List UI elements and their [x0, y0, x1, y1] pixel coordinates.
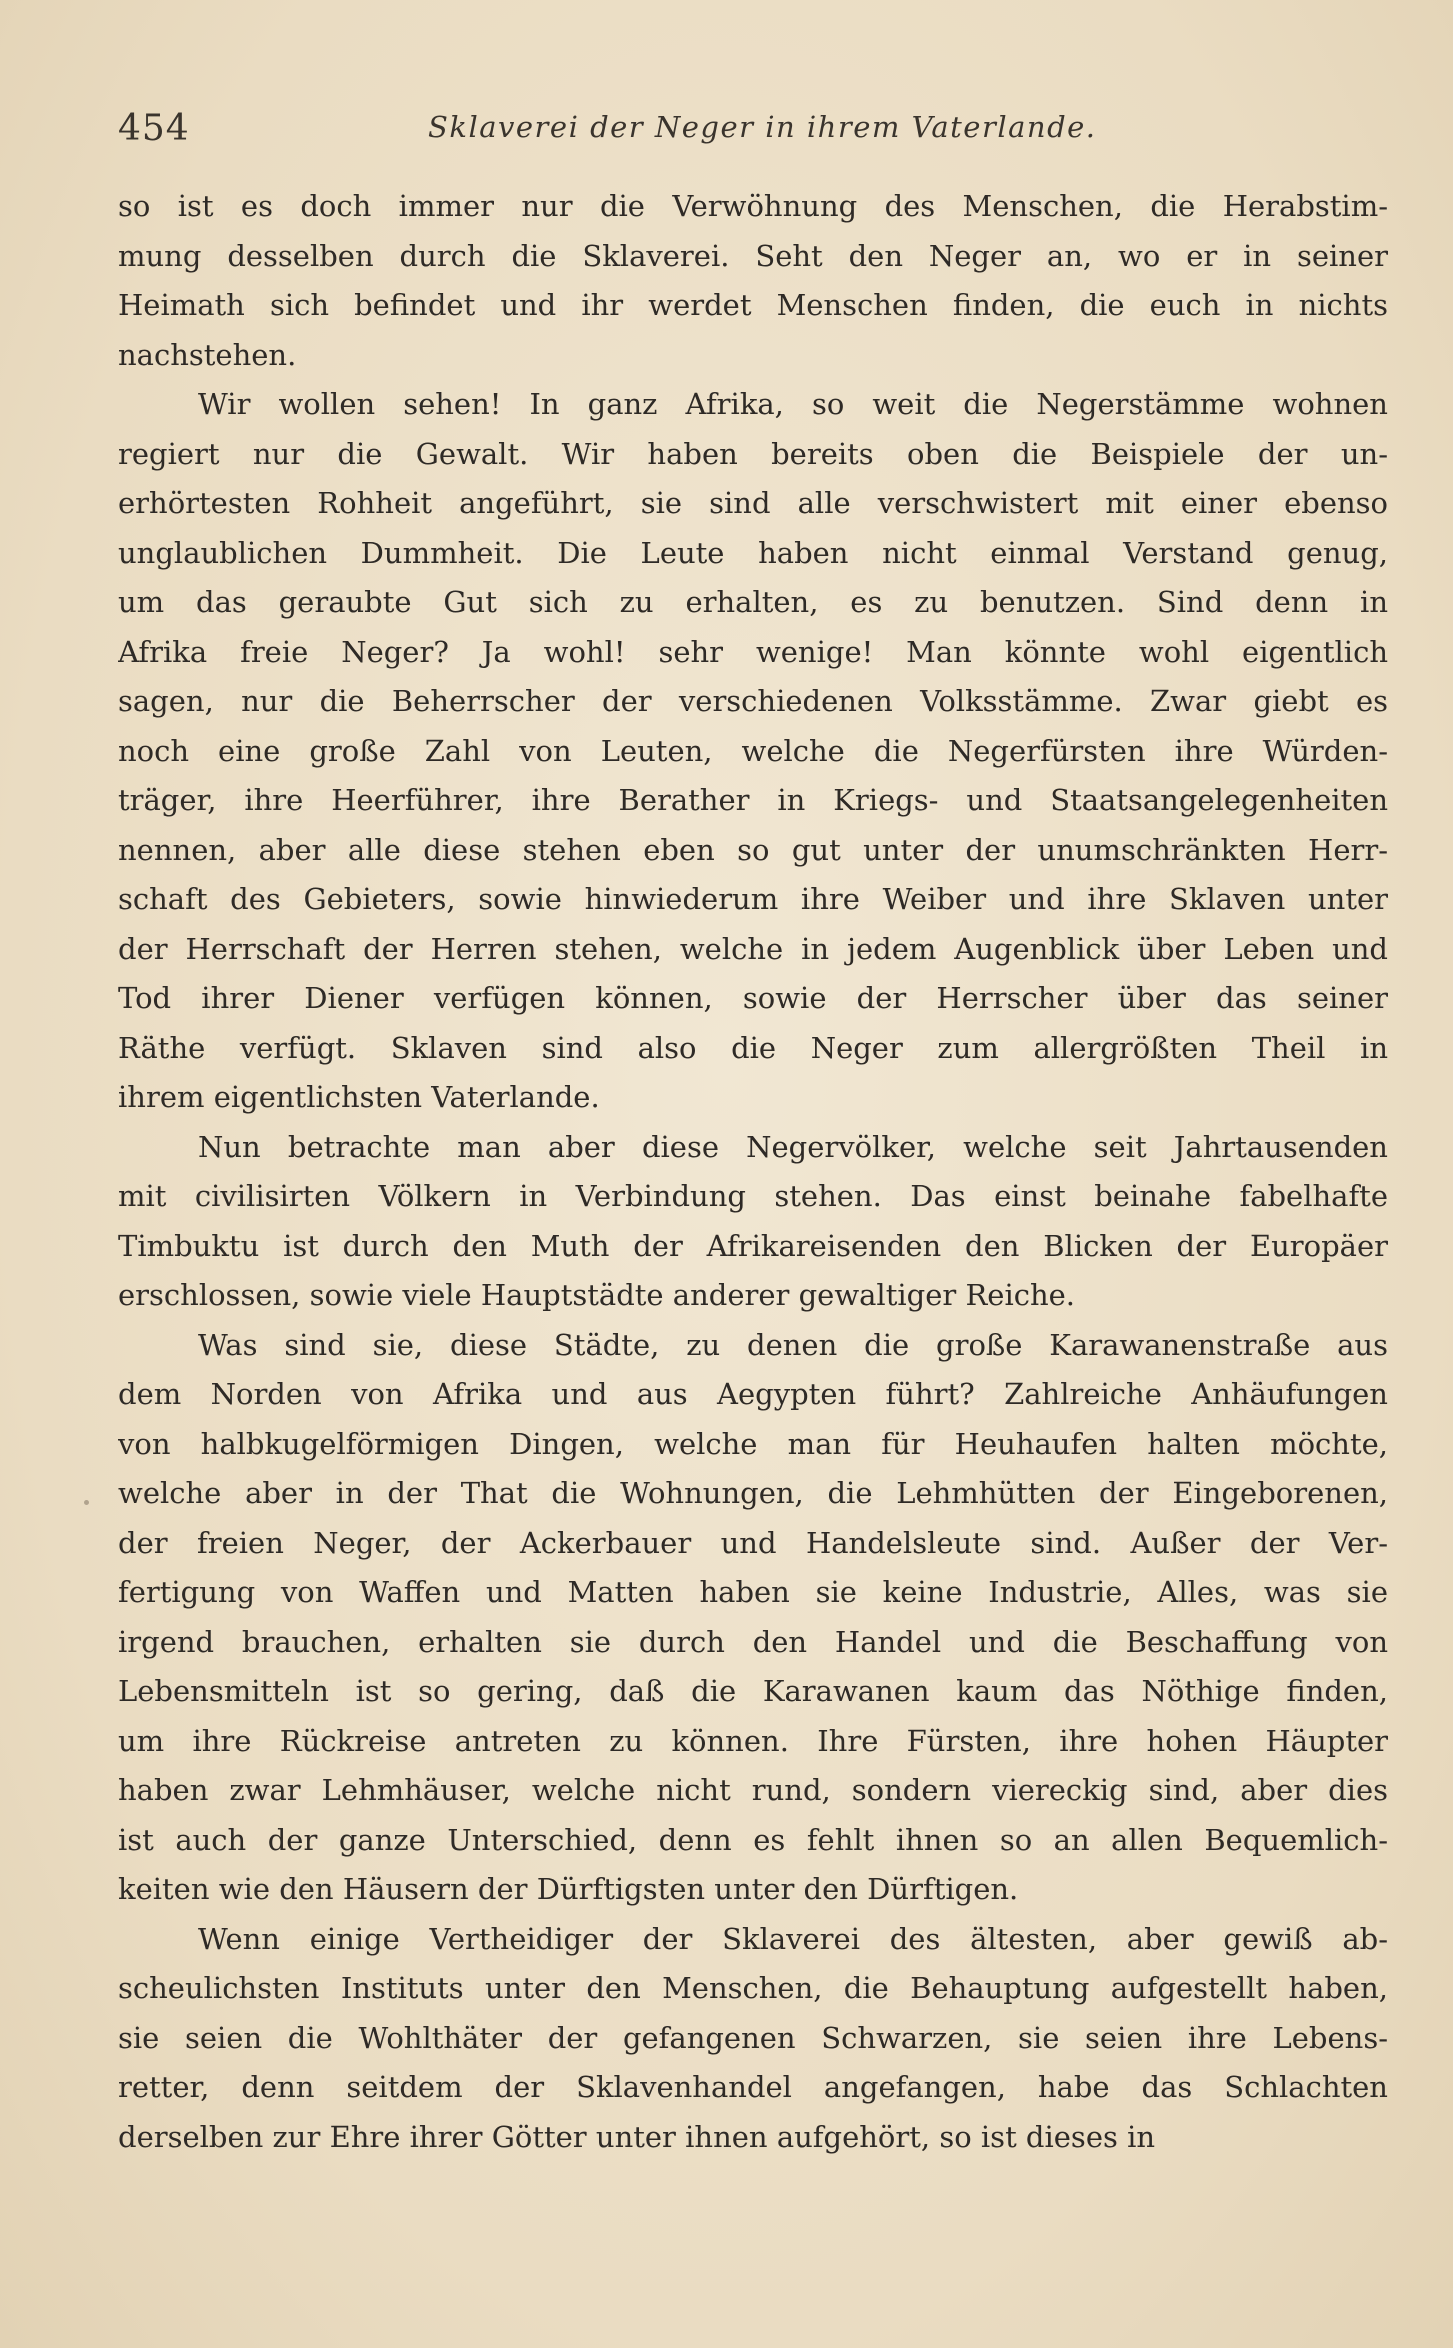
text-line: sagen, nur die Beherrscher der verschiedenen Volksstämme. Zwar giebt es: [118, 684, 1388, 718]
text-line: keiten wie den Häusern der Dürftigsten unter den Dürftigen.: [118, 1872, 1019, 1906]
text-line: träger, ihre Heerführer, ihre Berather in Kriegs- und Staatsangelegenheiten: [118, 783, 1388, 817]
text-line: der Herrschaft der Herren stehen, welche in jedem Augenblick über Leben und: [118, 931, 1388, 966]
running-title: Sklaverei der Neger in ihrem Vaterlande.: [428, 110, 1097, 144]
text-line: derselben zur Ehre ihrer Götter unter ihnen aufgehört, so ist dieses in: [118, 2119, 1156, 2154]
text-line: Was sind sie, diese Städte, zu denen die große Karawanenstraße aus: [198, 1327, 1388, 1362]
text-line: mung desselben durch die Sklaverei. Seht den Neger an, wo er in seiner: [118, 238, 1388, 273]
text-line: von halbkugelförmigen Dingen, welche man für Heuhaufen halten möchte,: [118, 1426, 1388, 1461]
paragraph: [118, 1123, 1388, 1321]
text-line: schaft des Gebieters, sowie hinwiederum ihre Weiber und ihre Sklaven unter: [118, 882, 1388, 916]
text-line: nachstehen.: [118, 337, 297, 372]
text-line: Wir wollen sehen! In ganz Afrika, so weit die Negerstämme wohnen: [198, 387, 1388, 421]
page-number: 454: [118, 108, 190, 149]
text-line: scheulichsten Instituts unter den Menschen, die Behauptung aufgestellt haben,: [118, 1971, 1388, 2005]
text-line: irgend brauchen, erhalten sie durch den Handel und die Beschaffung von: [118, 1624, 1388, 1659]
text-line: fertigung von Waffen und Matten haben sie keine Industrie, Alles, was sie: [118, 1575, 1388, 1609]
body-text: [118, 182, 1388, 2162]
text-line: Tod ihrer Diener verfügen können, sowie der Herrscher über das seiner: [118, 981, 1388, 1015]
text-line: dem Norden von Afrika und aus Aegypten führt? Zahlreiche Anhäufungen: [118, 1377, 1388, 1411]
text-line: Nun betrachte man aber diese Negervölker, welche seit Jahrtausenden: [198, 1129, 1388, 1164]
paragraph: [118, 1321, 1388, 1915]
stray-ink-mark: [84, 1500, 89, 1505]
text-line: noch eine große Zahl von Leuten, welche die Negerfürsten ihre Würden-: [118, 733, 1388, 768]
text-line: nennen, aber alle diese stehen eben so gut unter der unumschränkten Herr-: [118, 832, 1388, 867]
text-line: Afrika freie Neger? Ja wohl! sehr wenige! Man könnte wohl eigentlich: [118, 634, 1388, 669]
text-line: um ihre Rückreise antreten zu können. Ihre Fürsten, ihre hohen Häupter: [118, 1723, 1388, 1758]
text-line: regiert nur die Gewalt. Wir haben bereits oben die Beispiele der un-: [118, 436, 1388, 471]
text-line: Heimath sich befindet und ihr werdet Menschen finden, die euch in nichts: [118, 288, 1388, 322]
text-line: um das geraubte Gut sich zu erhalten, es zu benutzen. Sind denn in: [118, 585, 1388, 619]
paragraph: [118, 1915, 1388, 2163]
text-line: welche aber in der That die Wohnungen, die Lehmhütten der Eingeborenen,: [118, 1476, 1388, 1510]
text-line: ihrem eigentlichsten Vaterlande.: [118, 1080, 600, 1114]
text-line: haben zwar Lehmhäuser, welche nicht rund, sondern viereckig sind, aber dies: [118, 1773, 1388, 1807]
paragraph: [118, 182, 1388, 380]
text-line: retter, denn seitdem der Sklavenhandel angefangen, habe das Schlachten: [118, 2070, 1388, 2104]
text-line: so ist es doch immer nur die Verwöhnung des Menschen, die Herabstim-: [118, 189, 1388, 223]
text-line: Wenn einige Vertheidiger der Sklaverei des ältesten, aber gewiß ab-: [198, 1921, 1388, 1956]
text-line: unglaublichen Dummheit. Die Leute haben nicht einmal Verstand genug,: [118, 535, 1388, 570]
text-line: Lebensmitteln ist so gering, daß die Karawanen kaum das Nöthige finden,: [118, 1674, 1388, 1708]
text-line: Timbuktu ist durch den Muth der Afrikareisenden den Blicken der Europäer: [118, 1228, 1388, 1263]
text-line: der freien Neger, der Ackerbauer und Handelsleute sind. Außer der Ver-: [118, 1525, 1388, 1560]
text-line: mit civilisirten Völkern in Verbindung stehen. Das einst beinahe fabelhafte: [118, 1179, 1388, 1213]
paragraph: [118, 380, 1388, 1123]
text-line: erhörtesten Rohheit angeführt, sie sind alle verschwistert mit einer ebenso: [118, 486, 1388, 520]
text-line: erschlossen, sowie viele Hauptstädte anderer gewaltiger Reiche.: [118, 1278, 1076, 1312]
text-line: Räthe verfügt. Sklaven sind also die Neger zum allergrößten Theil in: [118, 1030, 1388, 1065]
text-line: ist auch der ganze Unterschied, denn es fehlt ihnen so an allen Bequemlich-: [118, 1822, 1388, 1857]
text-line: sie seien die Wohlthäter der gefangenen Schwarzen, sie seien ihre Lebens-: [118, 2020, 1388, 2055]
running-head: [118, 104, 1398, 160]
